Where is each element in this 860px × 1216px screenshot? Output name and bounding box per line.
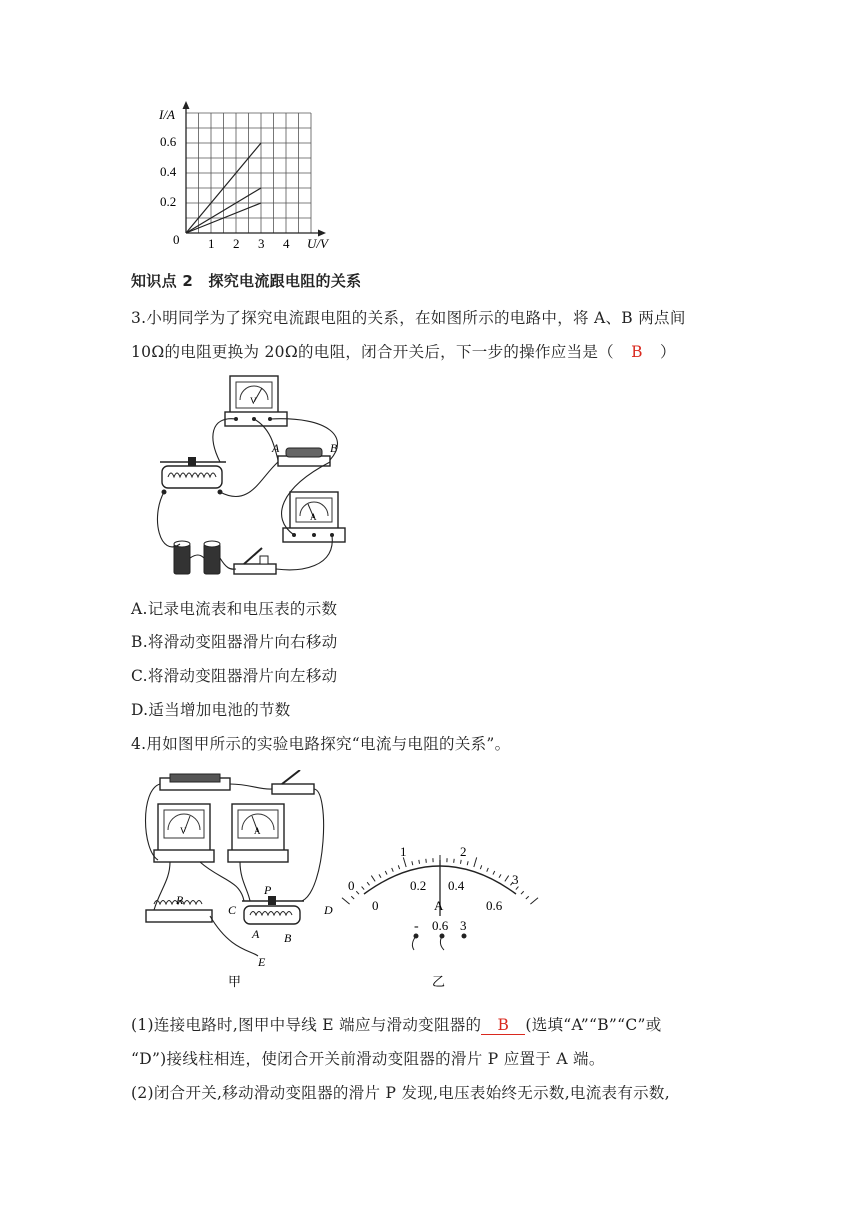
label-a: A — [252, 927, 260, 941]
lower-scale-label: 0 — [372, 898, 379, 913]
label-p: P — [264, 883, 272, 897]
svg-text:A: A — [310, 512, 317, 522]
dial-tick — [493, 871, 495, 875]
dial-tick — [467, 861, 468, 865]
battery-icon — [174, 541, 220, 574]
dial-tick — [356, 891, 359, 894]
dial-tick — [505, 876, 509, 882]
dial-tick — [379, 874, 381, 877]
upper-scale-label: 1 — [400, 844, 407, 859]
q3-option-d: D.适当增加电池的节数 — [131, 701, 291, 719]
origin-label: 0 — [173, 232, 180, 247]
dial-tick — [419, 860, 420, 864]
q4-part1-text: (1)连接电路时,图甲中导线 E 端应与滑动变阻器的 — [131, 1016, 482, 1034]
caption-yi: 乙 — [432, 974, 446, 989]
q4-part1-choices: (选填“A”“B”“C”或 — [525, 1016, 662, 1034]
x-tick-label: 3 — [258, 236, 265, 251]
lower-scale-label: 0.4 — [448, 878, 465, 893]
x-tick-label: 2 — [233, 236, 240, 251]
terminal-label-minus: - — [414, 919, 419, 934]
dial-tick — [526, 896, 529, 899]
terminal-label-06: 0.6 — [432, 918, 449, 933]
x-axis-label: U/V — [307, 236, 328, 251]
q4-part1-answer: B — [481, 1016, 525, 1035]
dial-tick — [362, 887, 365, 890]
dial-tick — [499, 874, 501, 877]
y-axis-label: I/A — [159, 107, 175, 122]
dial-tick — [371, 876, 375, 882]
y-tick-label: 0.6 — [160, 134, 177, 149]
dial-tick — [474, 857, 477, 867]
dial-tick — [367, 882, 369, 885]
svg-text:V: V — [250, 396, 257, 406]
caption-jia: 甲 — [228, 974, 242, 989]
q4-part1-line2: “D”)接线柱相连，使闭合开关前滑动变阻器的滑片 P 应置于 A 端。 — [131, 1050, 605, 1068]
switch-icon — [272, 770, 314, 794]
y-tick-label: 0.4 — [160, 164, 177, 179]
terminal-label-3: 3 — [460, 918, 467, 933]
lower-scale-label: 0.2 — [410, 878, 427, 893]
iu-graph — [150, 100, 340, 260]
dial-unit: A — [434, 898, 444, 913]
terminal-label-b: B — [330, 441, 338, 455]
rheostat-icon — [242, 896, 304, 924]
label-r: R — [176, 893, 184, 907]
x-tick-label: 4 — [283, 236, 290, 251]
graph-grid — [186, 113, 311, 233]
q4-ammeter-dial-yi — [340, 830, 540, 995]
terminal-label-a: A — [272, 441, 280, 455]
dial-tick — [521, 891, 524, 894]
dial-tick — [351, 896, 354, 899]
svg-text:V: V — [180, 826, 187, 836]
y-tick-label: 0.2 — [160, 194, 177, 209]
ammeter-icon — [283, 492, 345, 542]
voltmeter-icon — [154, 804, 214, 862]
q4-part1-line1 — [131, 1013, 662, 1035]
resistor-ab-icon — [278, 448, 330, 466]
q3-stem-line2 — [131, 340, 676, 362]
dial-tick — [392, 868, 394, 872]
q4-stem: 4.用如图甲所示的实验电路探究“电流与电阻的关系”。 — [131, 735, 511, 753]
dial-tick — [480, 865, 481, 869]
dial-tick — [342, 898, 350, 904]
q3-circuit-figure — [150, 368, 380, 586]
dial-tick — [385, 871, 387, 875]
q3-stem-line1: 3.小明同学为了探究电流跟电阻的关系，在如图所示的电路中，将 A、B 两点间 — [131, 309, 686, 327]
q3-stem-close: ） — [659, 343, 676, 361]
upper-scale-label: 3 — [512, 872, 519, 887]
label-c: C — [228, 903, 237, 917]
label-d: D — [324, 903, 333, 917]
q4-part2: (2)闭合开关,移动滑动变阻器的滑片 P 发现,电压表始终无示数,电流表有示数, — [131, 1084, 670, 1102]
q4-circuit-figure-jia — [140, 770, 350, 995]
label-e: E — [258, 955, 266, 969]
dial-tick — [516, 887, 519, 890]
terminal-icon — [462, 934, 467, 939]
rheostat-icon — [160, 457, 226, 495]
switch-icon — [234, 548, 276, 574]
dial-tick — [460, 860, 461, 864]
upper-scale-label: 0 — [348, 878, 355, 893]
q3-option-b: B.将滑动变阻器滑片向右移动 — [131, 633, 338, 651]
lower-scale-label: 0.6 — [486, 898, 503, 913]
svg-text:A: A — [254, 826, 261, 836]
battery-pack-icon — [160, 774, 230, 790]
dial-tick — [398, 865, 399, 869]
upper-scale-label: 2 — [460, 844, 467, 859]
q3-option-a: A.记录电流表和电压表的示数 — [131, 600, 338, 618]
y-axis-arrow — [183, 101, 190, 109]
label-b: B — [284, 931, 292, 945]
q3-option-c: C.将滑动变阻器滑片向左移动 — [131, 667, 338, 685]
dial-tick — [487, 868, 489, 872]
section-heading: 知识点 2 探究电流跟电阻的关系 — [131, 272, 362, 290]
x-tick-label: 1 — [208, 236, 215, 251]
q3-stem-text: 10Ω的电阻更换为 20Ω的电阻，闭合开关后，下一步的操作应当是（ — [131, 343, 614, 361]
q3-answer: B — [631, 343, 643, 361]
dial-tick — [530, 898, 538, 904]
dial-tick — [412, 861, 413, 865]
ammeter-icon — [228, 804, 288, 862]
